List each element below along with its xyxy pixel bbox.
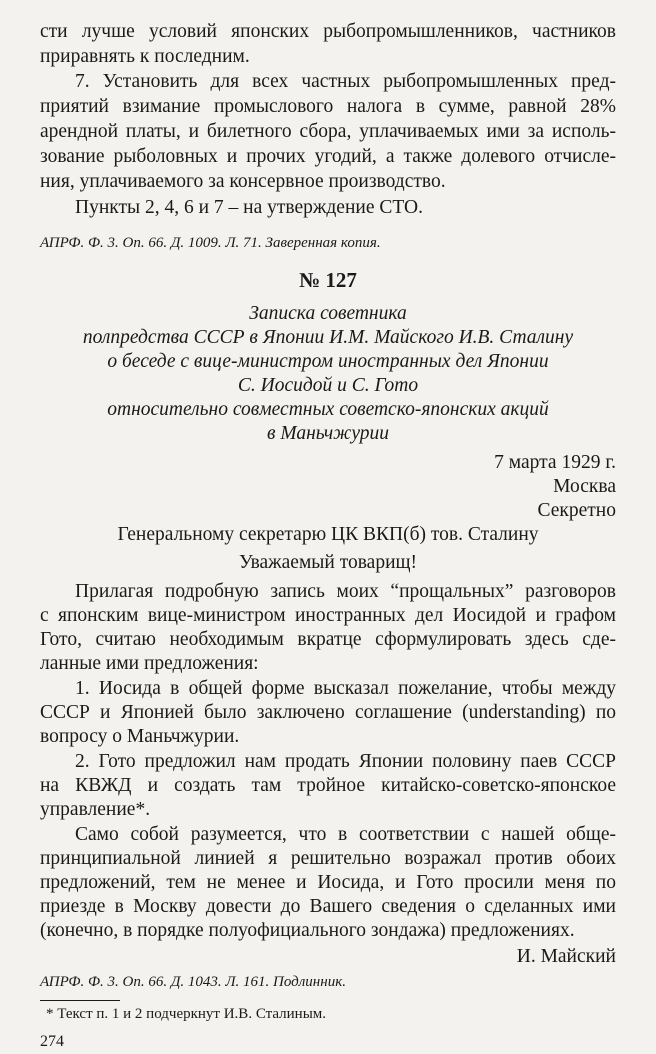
text-line: приравнять к последним. [40, 46, 250, 67]
signature: И. Майский [516, 946, 616, 967]
document-title-line: относительно совместных советско-японских акций [107, 399, 549, 420]
footnote-rule [40, 1000, 120, 1001]
text-line: предложений, тем не менее и Иосида, и Гото просили меня по [40, 872, 616, 893]
paragraph-start: Пункты 2, 4, 6 и 7 – на утверждение СТО. [75, 197, 423, 218]
paragraph-start: 2. Гото предложил нам продать Японии половину паев СССР [75, 751, 616, 772]
document-title-line: в Маньчжурии [267, 423, 389, 444]
text-line: вопросу о Маньчжурии. [40, 726, 240, 747]
text-line: зование рыболовных и прочих угодий, а также долевого отчисле- [40, 146, 616, 167]
text-line: принципиальной линией я решительно возражал против обоих [40, 848, 616, 869]
document-date: 7 марта 1929 г. [494, 452, 616, 473]
addressee: Генеральному секретарю ЦК ВКП(б) тов. Сталину [117, 524, 539, 545]
document-number: № 127 [299, 268, 357, 292]
paragraph-start: 7. Установить для всех частных рыбопромышленных пред- [75, 71, 616, 92]
text-line: сти лучше условий японских рыбопромышленников, частников [40, 21, 616, 42]
paragraph-start: Прилагая подробную запись моих “прощальных” разговоров [75, 581, 616, 602]
text-line: арендной платы, и билетного сбора, уплачиваемых ими за исполь- [40, 121, 616, 142]
salutation: Уважаемый товарищ! [238, 552, 418, 573]
document-title-line: о беседе с вице-министром иностранных дел Японии [107, 351, 549, 372]
page-number: 274 [40, 1033, 64, 1050]
text-line: с японским вице-министром иностранных дел Иосидой и графом [40, 605, 616, 626]
text-line: Гото, считаю необходимым вкратце сформулировать здесь сде- [40, 629, 616, 650]
document-title-line: Записка советника [249, 303, 407, 324]
text-line: управление*. [40, 799, 151, 820]
paragraph-start: Само собой разумеется, что в соответствии с нашей обще- [75, 824, 616, 845]
text-line: приятий взимание промыслового налога в сумме, равной 28% [40, 96, 616, 117]
text-line: ланные ими предложения: [40, 653, 259, 674]
paragraph-start: 1. Иосида в общей форме высказал пожелание, чтобы между [75, 678, 616, 699]
classification-label: Секретно [537, 500, 616, 521]
document-place: Москва [553, 476, 616, 497]
archive-source: АПРФ. Ф. 3. Оп. 66. Д. 1009. Л. 71. Заверенная копия. [40, 235, 381, 251]
footnote: * Текст п. 1 и 2 подчеркнут И.В. Сталиным. [46, 1006, 327, 1022]
text-line: на КВЖД и создать там тройное китайско-советско-японское [40, 775, 616, 796]
text-line: СССР и Японией было заключено соглашение (understanding) по [40, 702, 616, 723]
text-line: ния, уплачиваемого за консервное производство. [40, 171, 446, 192]
text-line: (конечно, в порядке полуофициального зондажа) предложениях. [40, 920, 575, 941]
document-title-line: С. Иосидой и С. Гото [237, 375, 419, 396]
archive-source: АПРФ. Ф. 3. Оп. 66. Д. 1043. Л. 161. Подлинник. [40, 974, 346, 990]
text-line: приезде в Москву довести до Вашего сведения о сделанных ими [40, 896, 616, 917]
document-title-line: полпредства СССР в Японии И.М. Майского И.В. Сталину [82, 327, 574, 348]
